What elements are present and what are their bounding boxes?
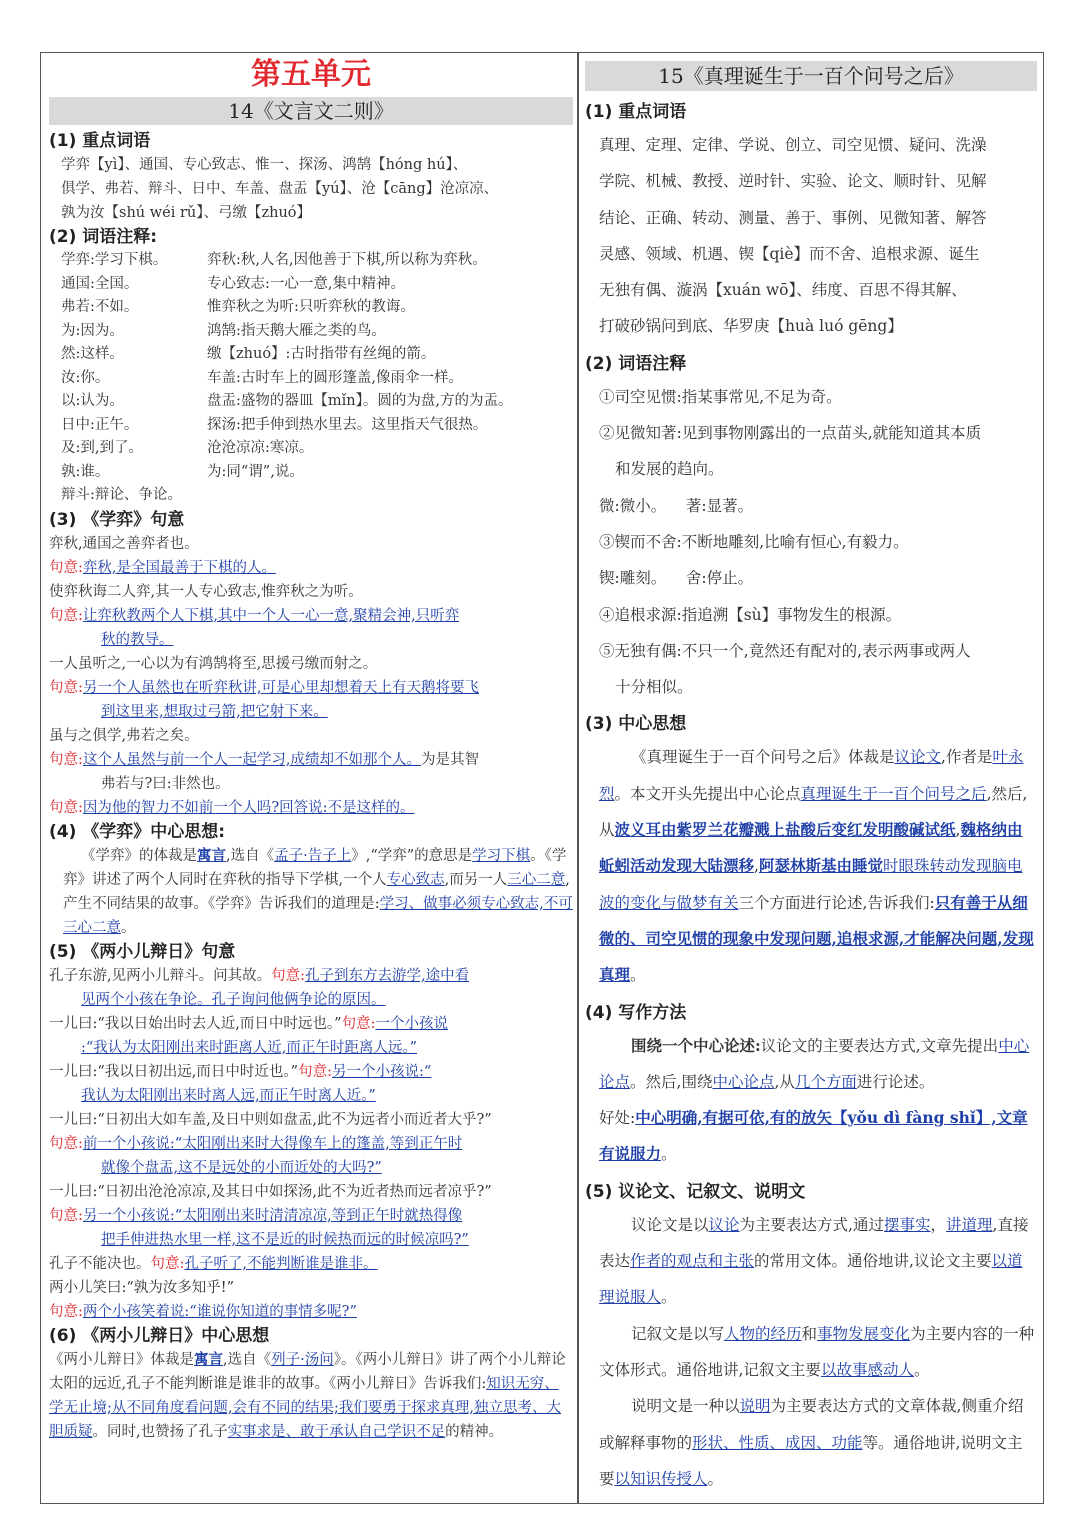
original-sentence: 使弈秋诲二人弈,其一人专心致志,惟弈秋之为听。 xyxy=(49,583,363,600)
method-paragraph xyxy=(585,1028,1037,1101)
text-run: 两个小孩笑着说:“谁说你知道的事情多呢?” xyxy=(82,1303,357,1320)
translation-cont xyxy=(49,700,573,724)
gloss-term: 弗若:不如。 xyxy=(61,299,139,315)
text-run: 摆事实 xyxy=(883,1215,931,1234)
text-run: 为主要表达方式,通过 xyxy=(739,1215,884,1234)
text-run: 后 xyxy=(971,784,987,803)
right-s1-heading: (1) 重点词语 xyxy=(585,102,687,122)
text-run: 出 xyxy=(982,1036,999,1055)
text-run: 。然后,围绕 xyxy=(630,1072,713,1091)
text-run: 见两个小孩在争论。孔子询问他俩争论的原因。 xyxy=(81,991,386,1008)
text-run: 现问题,追根求源,才能解决问题,发现真理 xyxy=(599,928,1034,985)
text-run: 我认为太阳刚出来时离人远,而正午时离人近。” xyxy=(81,1087,376,1104)
gloss-term: 为:同“谓”,说。 xyxy=(207,463,304,480)
text-run: 们的道理是: xyxy=(302,895,380,912)
lesson-15-title: 15《真理诞生于一百个问号之后》 xyxy=(585,61,1037,91)
text-run: 孔子不能决也。 xyxy=(49,1255,151,1272)
left-column xyxy=(49,53,573,1444)
vocab-line: 孰为汝【shú wéi rǔ】、弓缴【zhuó】 xyxy=(61,205,312,221)
right-s4-heading: (4) 写作方法 xyxy=(585,1002,687,1023)
text-run: 句意: xyxy=(298,1063,332,1080)
text-run: 中心论点 xyxy=(712,1072,775,1091)
theme-paragraph xyxy=(49,844,573,940)
text-run: 进行论述。 xyxy=(856,1072,935,1091)
translation xyxy=(49,748,573,772)
text-run: 好处: xyxy=(599,1109,636,1128)
original-sentence: 一儿曰:“日初出大如车盖,及日中则如盘盂,此不为远者小而近者大乎?” xyxy=(49,1111,492,1128)
left-s6-heading: (6) 《两小儿辩日》中心思想 xyxy=(49,1325,270,1346)
text-run: 实事求是、敢于承认自己学识不足 xyxy=(227,1423,446,1440)
text-run: 时眼珠转动发现脑电波的变化与做梦有关 xyxy=(599,857,1023,912)
text-run: 三心二意 xyxy=(507,871,566,888)
translation xyxy=(49,604,573,628)
translation-text: 到这里来,想取过弓箭,把它射下来。 xyxy=(101,703,328,720)
text-run: 一个小孩说 xyxy=(375,1015,448,1032)
right-s3-heading: (3) 中心思想 xyxy=(585,714,687,735)
text-run: 把手伸进热水里一样,这不是近的时候热而远的时候凉吗?” xyxy=(101,1231,469,1248)
translation-label: 句意: xyxy=(49,559,83,576)
text-run: 孟子·告子上 xyxy=(274,847,352,864)
genre-paragraph xyxy=(585,1207,1037,1316)
text-run: 专心致志 xyxy=(386,871,445,888)
text-run: 句意: xyxy=(49,1303,83,1320)
benefit-paragraph xyxy=(585,1100,1037,1173)
right-s5-heading: (5) 议论文、记叙文、说明文 xyxy=(585,1181,806,1202)
vocab-line: 俱学、弗若、辩斗、日中、车盖、盘盂【yú】、沧【cāng】沧凉凉、 xyxy=(61,181,499,197)
text-run: 等。通俗地讲 xyxy=(862,1433,956,1452)
text-run: 就像个盘盂,这不是远处的小而近处的大吗?” xyxy=(101,1159,382,1176)
gloss-term: 沧沧凉凉:寒凉。 xyxy=(207,440,314,456)
text-run: 为主要表达方式的文章体裁,侧 xyxy=(770,1397,977,1416)
gloss-line: ③锲而不舍:不断地雕刻,比喻有恒心,有毅力。 xyxy=(599,532,909,551)
text-run: 知识无穷、学无止境;从不同角度看问题,会有不同的 xyxy=(49,1375,559,1416)
original-inline: 为是其智 xyxy=(421,751,479,768)
text-run: 文主要 xyxy=(944,1252,992,1271)
text-run: 句意: xyxy=(271,967,305,984)
text-run: 另一个小孩说:“ xyxy=(331,1063,432,1080)
text-run: 。 xyxy=(630,966,646,985)
genre-paragraph xyxy=(585,1388,1037,1497)
text-run: 学习下棋 xyxy=(472,847,531,864)
text-run: 。 xyxy=(661,1145,677,1164)
left-s3-heading: (3) 《学弈》句意 xyxy=(49,509,185,530)
translation xyxy=(49,1060,573,1084)
original-sentence: 一人虽听之,一心以为有鸿鹄将至,思援弓缴而射之。 xyxy=(49,655,378,672)
text-run: ,而另一人 xyxy=(444,871,508,888)
text-run: 《两小儿辩日》体裁是 xyxy=(49,1351,194,1368)
text-run: 孔子到东方去游学,途中看 xyxy=(305,967,470,984)
gloss-term: 学弈:学习下棋。 xyxy=(61,252,168,268)
gloss-term: 盘盂:盛物的器皿【mǐn】。圆的为盘,方的为盂。 xyxy=(207,393,513,409)
gloss-term: 汝:你。 xyxy=(61,369,110,386)
left-s4-heading: (4) 《学弈》中心思想: xyxy=(49,821,226,842)
text-run: 重介绍或解释事物的 xyxy=(599,1397,1024,1452)
translation-cont xyxy=(49,1228,573,1252)
gloss-line: 微:微小。 著:显著。 xyxy=(599,496,754,515)
genre-paragraph xyxy=(585,1316,1037,1389)
gloss-term: 辩斗:辩论、争论。 xyxy=(61,487,182,503)
vocab-line: 结论、正确、转动、测量、善于、事例、见微知著、解答 xyxy=(599,208,987,227)
translation xyxy=(49,1204,573,1228)
text-run: 。同时,也赞扬了孔 xyxy=(92,1423,214,1440)
text-run: ,从 xyxy=(774,1072,795,1091)
text-run: 。 xyxy=(707,1469,724,1488)
gloss-term: 惟弈秋之为听:只听弈秋的教诲。 xyxy=(207,299,415,315)
left-s2-heading: (2) 词语注释: xyxy=(49,227,158,247)
gloss-line: 和发展的趋向。 xyxy=(615,460,724,479)
text-run: 。本文开头先提出中心论点 xyxy=(614,784,801,803)
text-run: 阿瑟林斯基由睡觉 xyxy=(758,856,883,876)
translation-label: 句意: xyxy=(49,799,83,816)
text-run: 另一个小孩说:“太阳刚出来时清清凉凉,等到正午时就热得像 xyxy=(82,1207,463,1224)
text-run: 子 xyxy=(213,1423,228,1440)
theme-paragraph xyxy=(49,1348,573,1444)
translation-cont xyxy=(49,628,573,652)
text-run: 的一种文体形式。通俗地讲,记叙文主要 xyxy=(599,1324,1035,1379)
translation xyxy=(49,1300,573,1324)
gloss-term: 弈秋:秋,人名,因他善于下棋,所以称为弈秋。 xyxy=(207,252,487,268)
translation-cont xyxy=(49,1036,573,1060)
vocab-line: 无独有偶、漩涡【xuán wō】、纬度、百思不得其解、 xyxy=(599,281,967,300)
gloss-term: 日中:正午。 xyxy=(61,416,139,433)
translation xyxy=(49,1132,573,1156)
text-run: 人物的经历 xyxy=(724,1324,802,1343)
text-run: :“我认为太阳刚出来时距离人近,而正午时距离人远。” xyxy=(81,1039,418,1056)
text-run: 了两个小儿辩论太阳的远近,孔子不能判断谁是谁非的故事。《两小儿辩 xyxy=(49,1351,566,1392)
text-run: 寓言 xyxy=(194,1350,223,1368)
translation-cont xyxy=(49,1084,573,1108)
text-run: 中心论点 xyxy=(599,1036,1030,1091)
translation xyxy=(49,964,573,988)
translation-label: 句意: xyxy=(49,751,83,768)
translation-label: 句意: xyxy=(49,679,83,696)
text-run: 孔子听了,不能判断谁是谁非。 xyxy=(184,1255,378,1272)
text-run: 述,告诉我们: xyxy=(847,893,935,912)
gloss-term: 探汤:把手伸到热水里去。这里指天气很热。 xyxy=(207,416,488,433)
column-divider xyxy=(577,53,579,1503)
text-run: , xyxy=(754,857,759,876)
gloss-term: 车盖:古时车上的圆形篷盖,像雨伞一样。 xyxy=(207,369,463,386)
translation-cont xyxy=(49,1156,573,1180)
worksheet xyxy=(40,52,1044,1504)
gloss-term: 通国:全国。 xyxy=(61,275,139,292)
text-run: 以道理说服人 xyxy=(599,1252,1023,1307)
translation xyxy=(49,676,573,700)
text-run: 句意: xyxy=(150,1255,185,1272)
translation-text: 秋的教导。 xyxy=(101,631,174,648)
right-s2-heading: (2) 词语注释 xyxy=(585,353,687,374)
translation-text: 弈秋,是全国最善于下棋的人。 xyxy=(82,559,276,576)
translation xyxy=(49,556,573,580)
original-sentence: 弈秋,通国之善弈者也。 xyxy=(49,535,199,552)
text-run: 。《学弈》讲述了两个人同时在弈秋的指导下学棋,一个人 xyxy=(63,847,567,888)
text-run: 议论 xyxy=(708,1215,740,1234)
text-run: 议论文是以 xyxy=(631,1215,709,1234)
text-run: 》。《两小儿辩日》讲 xyxy=(333,1351,465,1368)
original-sentence: 虽与之俱学,弗若之矣。 xyxy=(49,727,199,744)
original-sentence: 一儿曰:“日初出沧沧凉凉,及其日中如探汤,此不为近者热而远者凉乎?” xyxy=(49,1183,492,1200)
theme-paragraph xyxy=(585,739,1037,993)
text-run: 的常用文体。通俗地讲,议论 xyxy=(754,1252,945,1271)
text-run: 句意: xyxy=(49,1135,83,1152)
vocab-line: 学弈【yì】、通国、专心致志、惟一、探汤、鸿鹄【hóng hú】、 xyxy=(61,157,468,173)
text-run: 《学弈》的体裁是 xyxy=(81,847,197,864)
text-run: 形状、性质、成因、功能 xyxy=(692,1433,863,1452)
text-run: 日》告诉我们: xyxy=(394,1375,487,1392)
text-run: 围绕一个中心论述: xyxy=(631,1035,761,1055)
translation-text: 这个人虽然与前一个人一起学习,成绩却不如那个人。 xyxy=(82,751,421,768)
translation-cont xyxy=(49,988,573,1012)
text-run: 波义耳由紫罗兰花瓣溅上盐酸后变红发明酸碱 xyxy=(614,820,925,840)
text-run: 中心明确,有据可依,有的放矢【yǒu dì fàng shǐ xyxy=(635,1108,976,1128)
right-column xyxy=(585,53,1037,1497)
unit-title: 第五单元 xyxy=(251,57,371,92)
text-run: ,作者是 xyxy=(941,748,993,767)
gloss-line: 十分相似。 xyxy=(615,678,693,697)
text-run: 试纸 xyxy=(924,820,956,840)
text-run: 句意: xyxy=(341,1015,376,1032)
left-s5-heading: (5) 《两小儿辩日》句意 xyxy=(49,941,236,962)
text-run: 叶永烈 xyxy=(599,748,1024,803)
text-run: ,产生不同结果的故事。《学弈》告诉我 xyxy=(63,871,570,912)
lesson-14-title: 14《文言文二则》 xyxy=(49,97,573,125)
gloss-term: 鸿鹄:指天鹅大雁之类的鸟。 xyxy=(207,322,386,339)
text-run: 。 xyxy=(913,1360,930,1379)
text-run: 几个方面 xyxy=(794,1072,857,1091)
original-sentence: 两小儿笑曰:“孰为汝多知乎!” xyxy=(49,1279,235,1296)
gloss-grid xyxy=(49,249,573,508)
text-run: 学习、做事必须专心致志,不可三心二意 xyxy=(63,895,573,936)
text-run: 以知识传授人 xyxy=(614,1469,708,1488)
translation-label: 句意: xyxy=(49,607,83,624)
gloss-line: ②见微知著:见到事物刚露出的一点苗头,就能知道其本质 xyxy=(599,424,982,443)
text-run: ， xyxy=(930,1215,946,1234)
text-run: 列子·汤问 xyxy=(271,1351,334,1368)
gloss-line: ⑤无独有偶:不只一个,竟然还有配对的,表示两事或两人 xyxy=(599,641,971,660)
gloss-line: ①司空见惯:指某事常见,不足为奇。 xyxy=(599,387,842,406)
text-run: 。 xyxy=(121,919,136,936)
text-run: 一儿曰:“我以日始出时去人近,而日中时远也。” xyxy=(49,1015,342,1032)
text-run: 孔子东游,见两小儿辩斗。问其故。 xyxy=(49,967,272,984)
text-run: 一儿曰:“我以日初出远,而日中时近也。” xyxy=(49,1063,299,1080)
text-run: ,选自《 xyxy=(223,1351,272,1368)
text-run: 讲道理 xyxy=(946,1215,993,1234)
text-run: 事物发展变化 xyxy=(817,1324,911,1343)
gloss-term: 孰:谁。 xyxy=(61,463,110,480)
text-run: 真理诞生于一百个问号之 xyxy=(800,784,972,803)
gloss-line: ④追根求源:指追溯【sù】事物发生的根源。 xyxy=(599,605,902,624)
vocab-line: 真理、定理、定律、学说、创立、司空见惯、疑问、洗澡 xyxy=(599,136,987,154)
text-run: 说明文是一种以 xyxy=(631,1397,740,1416)
text-run: 》,“学弈”的意思 xyxy=(351,847,458,864)
text-run: 为主要内容 xyxy=(910,1324,988,1343)
text-run: 记叙文是以写 xyxy=(631,1324,725,1343)
gloss-line: 锲:雕刻。 舍:停止。 xyxy=(599,569,754,588)
gloss-term: 为:因为。 xyxy=(61,322,124,339)
translation-text: 另一个人虽然也在听弈秋讲,可是心里却想着天上有天鹅将要飞 xyxy=(82,679,479,696)
text-run: 前一个小孩说:“太阳刚出来时大得像车上的篷盖,等到正午时 xyxy=(82,1135,463,1152)
left-s1-heading: (1) 重点词语 xyxy=(49,131,151,151)
vocab-line: 灵感、领域、机遇、锲【qiè】而不舍、追根求源、诞生 xyxy=(599,244,980,263)
translation xyxy=(49,1012,573,1036)
text-run: 魏格纳由蚯蚓活动发现大陆漂移 xyxy=(599,820,1023,876)
text-run: 是 xyxy=(457,847,473,864)
text-run: 作者的观点和主张 xyxy=(630,1252,755,1271)
translation-text: 让弈秋教两个人下棋,其中一个人一心一意,聚精会神,只听弈 xyxy=(82,607,460,624)
gloss-term: 及:到,到了。 xyxy=(61,440,143,456)
text-run: 只有善于从细微的、司空见惯的现象中发 xyxy=(599,892,1028,948)
text-run: 结果;我们要勇于探求真理,独立思考、大胆质疑 xyxy=(49,1399,561,1440)
text-run: ,说明文主要 xyxy=(599,1433,1023,1488)
text-run: 以故事感动人 xyxy=(820,1360,914,1379)
text-run: 。 xyxy=(661,1288,677,1307)
text-run: 的精神。 xyxy=(445,1423,504,1440)
text-run: 议论文的主要表达方式,文章先提 xyxy=(760,1036,983,1055)
vocab-line: 打破砂锅问到底、华罗庚【huà luó gēng】 xyxy=(599,317,903,336)
text-run: ,选自《 xyxy=(226,847,275,864)
text-run: 《真理诞生于一百个问号之后》体裁是 xyxy=(631,748,895,767)
original-sentence: 弗若与?曰:非然也。 xyxy=(101,775,230,792)
text-run: 句意: xyxy=(49,1207,83,1224)
translation xyxy=(49,796,573,820)
gloss-term: 然:这样。 xyxy=(61,346,124,362)
text-run: , xyxy=(955,821,961,840)
text-run: ,直接表达 xyxy=(599,1215,1029,1271)
gloss-term: 专心致志:一心一意,集中精神。 xyxy=(207,275,405,292)
gloss-term: 以:认为。 xyxy=(61,393,124,409)
text-run: 说明 xyxy=(739,1397,771,1416)
vocab-line: 学院、机械、教授、逆时针、实验、论文、顺时针、见解 xyxy=(599,172,987,191)
text-run: 】,文章有说服力 xyxy=(599,1108,1028,1164)
text-run: 议论文 xyxy=(894,748,942,767)
text-run: 寓言 xyxy=(197,846,226,864)
gloss-term: 缴【zhuó】:古时指带有丝绳的箭。 xyxy=(207,346,436,362)
translation xyxy=(49,1252,573,1276)
text-run: 和 xyxy=(801,1324,818,1343)
translation-text: 因为他的智力不如前一个人吗?回答说:不是这样的。 xyxy=(82,799,415,816)
text-run: ,然后,从 xyxy=(599,784,1028,840)
text-run: 三个方面进行论 xyxy=(738,893,848,912)
